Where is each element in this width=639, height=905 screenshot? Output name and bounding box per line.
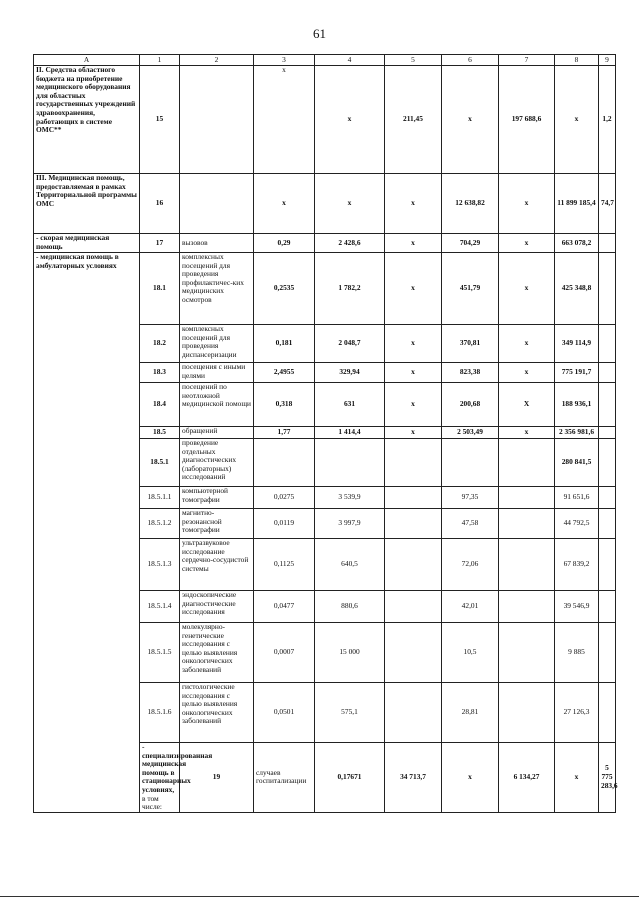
value-cell [599, 325, 616, 363]
unit-cell: вызовов [180, 234, 254, 253]
value-cell: 1 782,2 [315, 253, 385, 325]
value-cell: 1 414,4 [315, 427, 385, 439]
row-code: 15 [140, 66, 180, 174]
unit-cell: проведение отдельных диагностических (лабораторных) исследований [180, 439, 254, 487]
value-cell: x [499, 174, 555, 234]
row-code: 18.5.1.4 [140, 591, 180, 623]
unit-cell: эндоскопические диагностические исследования [180, 591, 254, 623]
value-cell: 2 356 981,6 [555, 427, 599, 439]
value-cell [599, 439, 616, 487]
row-label: - скорая медицинская помощь [34, 234, 140, 253]
row-label-text: - специализированная медицинская помощь в стационарных условиях, [142, 742, 213, 794]
header-cell: 6 [442, 55, 499, 66]
header-cell: 2 [180, 55, 254, 66]
value-cell: 425 348,8 [555, 253, 599, 325]
header-cell: 4 [315, 55, 385, 66]
value-cell: 39 546,9 [555, 591, 599, 623]
value-cell [315, 439, 385, 487]
value-cell: 12 638,82 [442, 174, 499, 234]
value-cell: 704,29 [442, 234, 499, 253]
value-cell [499, 683, 555, 743]
value-cell: 74,7 [599, 174, 616, 234]
value-cell: x [385, 253, 442, 325]
header-cell: 9 [599, 55, 616, 66]
value-cell: x [385, 325, 442, 363]
value-cell: 5 775 283,6 [599, 743, 616, 813]
value-cell: 3 539,9 [315, 487, 385, 509]
value-cell: 880,6 [315, 591, 385, 623]
row-code: 18.5.1 [140, 439, 180, 487]
row-code: 18.5.1.6 [140, 683, 180, 743]
value-cell: 0,1125 [254, 539, 315, 591]
unit-cell [180, 174, 254, 234]
value-cell [599, 539, 616, 591]
value-cell: 1,77 [254, 427, 315, 439]
value-cell: 28,81 [442, 683, 499, 743]
value-cell: 197 688,6 [499, 66, 555, 174]
table-row [34, 174, 616, 234]
value-cell: 631 [315, 383, 385, 427]
unit-cell: ультразвуковое исследование сердечно-сосудистой системы [180, 539, 254, 591]
value-cell: x [499, 427, 555, 439]
unit-cell: случаев госпитализации [254, 743, 315, 813]
value-cell: x [315, 174, 385, 234]
value-cell: x [254, 174, 315, 234]
row-code: 18.5 [140, 427, 180, 439]
value-cell: 10,5 [442, 623, 499, 683]
row-code: 18.3 [140, 363, 180, 383]
value-cell: 370,81 [442, 325, 499, 363]
value-cell: 2 048,7 [315, 325, 385, 363]
value-cell: 575,1 [315, 683, 385, 743]
value-cell [385, 439, 442, 487]
value-cell [599, 363, 616, 383]
row-code: 19 [180, 743, 254, 813]
value-cell: 823,38 [442, 363, 499, 383]
unit-cell: гистологические исследования с целью выявления онкологических заболеваний [180, 683, 254, 743]
value-cell: x [555, 743, 599, 813]
row-code: 18.2 [140, 325, 180, 363]
value-cell: x [499, 234, 555, 253]
value-cell [385, 509, 442, 539]
header-cell: A [34, 55, 140, 66]
value-cell [599, 234, 616, 253]
page-number: 61 [313, 26, 326, 41]
row-label: II. Средства областного бюджета на приобретение медицинского оборудования для областных государственных учреждений здравоохранения, работающих в системе ОМС** [34, 66, 140, 174]
value-cell: 15 000 [315, 623, 385, 683]
value-cell: x [442, 66, 499, 174]
unit-cell: обращений [180, 427, 254, 439]
value-cell: 2 428,6 [315, 234, 385, 253]
value-cell: 34 713,7 [385, 743, 442, 813]
value-cell: x [385, 383, 442, 427]
value-cell: 47,58 [442, 509, 499, 539]
row-code: 18.5.1.3 [140, 539, 180, 591]
value-cell [499, 487, 555, 509]
value-cell [385, 539, 442, 591]
row-code: 18.5.1.1 [140, 487, 180, 509]
value-cell: 0,0477 [254, 591, 315, 623]
value-cell: 1,2 [599, 66, 616, 174]
unit-cell [180, 66, 254, 174]
value-cell: 67 839,2 [555, 539, 599, 591]
value-cell: 0,0007 [254, 623, 315, 683]
value-cell: 0,17671 [315, 743, 385, 813]
value-cell [499, 509, 555, 539]
value-cell [442, 439, 499, 487]
value-cell: x [555, 66, 599, 174]
value-cell [599, 591, 616, 623]
row-code: 16 [140, 174, 180, 234]
table-row [34, 253, 616, 325]
value-cell [599, 487, 616, 509]
value-cell: 200,68 [442, 383, 499, 427]
value-cell: 0,181 [254, 325, 315, 363]
value-cell [499, 591, 555, 623]
unit-cell: комплексных посещений для проведения профилактичес-ких медицинских осмотров [180, 253, 254, 325]
value-cell: x [385, 234, 442, 253]
header-cell: 1 [140, 55, 180, 66]
unit-cell: посещений по неотложной медицинской помощи [180, 383, 254, 427]
value-cell: 2,4955 [254, 363, 315, 383]
value-cell: 663 078,2 [555, 234, 599, 253]
unit-cell: магнитно-резонансной томографии [180, 509, 254, 539]
row-code: 18.1 [140, 253, 180, 325]
value-cell [599, 253, 616, 325]
header-cell: 7 [499, 55, 555, 66]
value-cell [385, 487, 442, 509]
value-cell: 6 134,27 [499, 743, 555, 813]
value-cell: x [385, 363, 442, 383]
row-code: 18.4 [140, 383, 180, 427]
value-cell: x [499, 363, 555, 383]
value-cell: 27 126,3 [555, 683, 599, 743]
value-cell [599, 683, 616, 743]
value-cell: 0,0501 [254, 683, 315, 743]
bottom-rule [0, 896, 639, 897]
header-cell: 5 [385, 55, 442, 66]
value-cell: 97,35 [442, 487, 499, 509]
value-cell: 0,29 [254, 234, 315, 253]
unit-cell: молекулярно-генетические исследования с целью выявления онкологических заболеваний [180, 623, 254, 683]
value-cell: 91 651,6 [555, 487, 599, 509]
unit-cell: комплексных посещений для проведения диспансеризации [180, 325, 254, 363]
header-cell: 8 [555, 55, 599, 66]
value-cell: 0,0119 [254, 509, 315, 539]
value-cell: 9 885 [555, 623, 599, 683]
unit-cell: посещения с иными целями [180, 363, 254, 383]
value-cell: 44 792,5 [555, 509, 599, 539]
unit-cell: компьютерной томографии [180, 487, 254, 509]
value-cell: 775 191,7 [555, 363, 599, 383]
value-cell: 640,5 [315, 539, 385, 591]
value-cell: 349 114,9 [555, 325, 599, 363]
value-cell: 188 936,1 [555, 383, 599, 427]
value-cell [599, 509, 616, 539]
value-cell: 11 899 185,4 [555, 174, 599, 234]
row-label: - медицинская помощь в амбулаторных условиях [34, 253, 140, 813]
value-cell: x [442, 743, 499, 813]
row-code: 18.5.1.5 [140, 623, 180, 683]
value-cell: x [385, 174, 442, 234]
value-cell: 280 841,5 [555, 439, 599, 487]
value-cell [499, 623, 555, 683]
value-cell: x [254, 66, 315, 174]
value-cell: 0,318 [254, 383, 315, 427]
value-cell: 0,2535 [254, 253, 315, 325]
value-cell [385, 623, 442, 683]
row-label [140, 742, 213, 813]
row-label-tail: в том числе: [142, 793, 162, 812]
data-table [33, 54, 616, 813]
value-cell: 72,06 [442, 539, 499, 591]
table-row [34, 234, 616, 253]
row-code: 18.5.1.2 [140, 509, 180, 539]
row-code: 17 [140, 234, 180, 253]
table-row [34, 66, 616, 174]
value-cell [499, 439, 555, 487]
value-cell: 42,01 [442, 591, 499, 623]
value-cell: 2 503,49 [442, 427, 499, 439]
value-cell: 3 997,9 [315, 509, 385, 539]
row-label: III. Медицинская помощь, предоставляемая в рамках Территориальной программы ОМС [34, 174, 140, 234]
value-cell: 0,0275 [254, 487, 315, 509]
value-cell [599, 383, 616, 427]
value-cell: x [385, 427, 442, 439]
header-cell: 3 [254, 55, 315, 66]
value-cell: 329,94 [315, 363, 385, 383]
value-cell: x [499, 253, 555, 325]
header-row [34, 55, 616, 66]
value-cell [385, 591, 442, 623]
value-cell [254, 439, 315, 487]
value-cell: x [315, 66, 385, 174]
value-cell: 211,45 [385, 66, 442, 174]
value-cell: X [499, 383, 555, 427]
value-cell [385, 683, 442, 743]
value-cell [599, 623, 616, 683]
value-cell [499, 539, 555, 591]
value-cell: x [499, 325, 555, 363]
value-cell: 451,79 [442, 253, 499, 325]
value-cell [599, 427, 616, 439]
